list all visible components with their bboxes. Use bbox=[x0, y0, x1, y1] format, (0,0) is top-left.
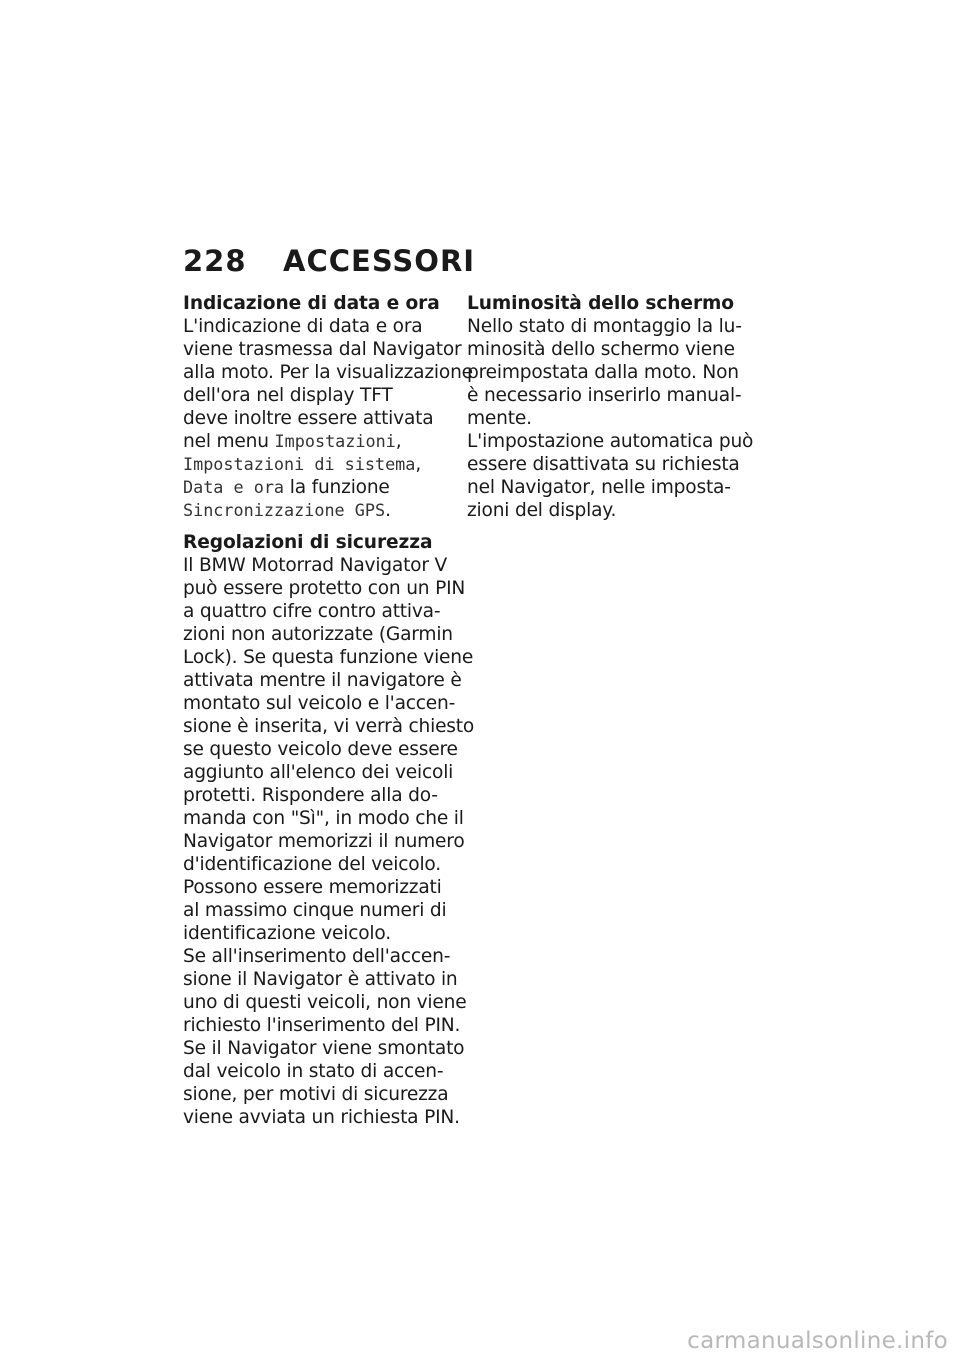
watermark: carmanualsonline.info bbox=[687, 1328, 948, 1354]
text-line: nel Navigator, nelle imposta- bbox=[467, 477, 731, 498]
text-line: zioni del display. bbox=[467, 500, 617, 521]
text-line: d'identificazione del veicolo. bbox=[183, 854, 441, 875]
text-line: preimpostata dalla moto. Non bbox=[467, 362, 739, 383]
menu-item-date-time: Data e ora bbox=[183, 477, 285, 497]
section-title: ACCESSORI bbox=[283, 244, 476, 278]
text-line: Navigator memorizzi il numero bbox=[183, 831, 465, 852]
text-line: essere disattivata su richiesta bbox=[467, 454, 740, 475]
end-punct: . bbox=[385, 500, 391, 521]
text-line: viene trasmessa dal Navigator bbox=[183, 339, 462, 360]
text-line: mente. bbox=[467, 408, 532, 429]
menu-item-system-settings: Impostazioni di sistema bbox=[183, 454, 416, 474]
heading-security: Regolazioni di sicurezza bbox=[183, 532, 433, 553]
menu-path-line-1 bbox=[183, 430, 458, 453]
text-line: minosità dello schermo viene bbox=[467, 339, 735, 360]
menu-item-impostazioni: Impostazioni bbox=[274, 431, 396, 451]
text-line: manda con "Sì", in modo che il bbox=[183, 808, 464, 829]
text-line: dal veicolo in stato di accen- bbox=[183, 1061, 444, 1082]
text-line: zioni non autorizzate (Garmin bbox=[183, 624, 453, 645]
menu-path-line-3 bbox=[183, 476, 458, 499]
function-text: la funzione bbox=[284, 477, 390, 498]
page-header bbox=[183, 244, 475, 278]
text-line: sione, per motivi di sicurezza bbox=[183, 1084, 449, 1105]
brightness-paragraph bbox=[467, 315, 754, 522]
text-line: a quattro cifre contro attiva- bbox=[183, 601, 441, 622]
heading-date-time: Indicazione di data e ora bbox=[183, 293, 440, 314]
security-paragraph bbox=[183, 554, 475, 1129]
page-number: 228 bbox=[183, 244, 247, 278]
text-line: Se il Navigator viene smontato bbox=[183, 1038, 465, 1059]
text-line: Lock). Se questa funzione viene bbox=[183, 647, 474, 668]
right-column bbox=[467, 292, 754, 522]
text-line: Possono essere memorizzati bbox=[183, 877, 442, 898]
text-line: al massimo cinque numeri di bbox=[183, 900, 447, 921]
text-line: sione è inserita, vi verrà chiesto bbox=[183, 716, 475, 737]
text-line: sione il Navigator è attivato in bbox=[183, 969, 458, 990]
menu-prefix: nel menu bbox=[183, 431, 275, 452]
text-line: alla moto. Per la visualizzazione bbox=[183, 362, 473, 383]
text-line: attivata mentre il navigatore è bbox=[183, 670, 462, 691]
left-column bbox=[183, 292, 475, 1129]
text-line: L'indicazione di data e ora bbox=[183, 316, 423, 337]
heading-screen-brightness: Luminosità dello schermo bbox=[467, 293, 734, 314]
menu-item-gps-sync: Sincronizzazione GPS bbox=[183, 500, 386, 520]
date-time-paragraph bbox=[183, 315, 473, 522]
text-line: può essere protetto con un PIN bbox=[183, 578, 466, 599]
text-line: è necessario inserirlo manual- bbox=[467, 385, 742, 406]
separator: , bbox=[395, 431, 402, 452]
text-line: protetti. Rispondere alla do- bbox=[183, 785, 438, 806]
text-line: Se all'inserimento dell'accen- bbox=[183, 946, 451, 967]
text-line: viene avviata un richiesta PIN. bbox=[183, 1107, 460, 1128]
separator: , bbox=[415, 454, 422, 475]
menu-path-line-4 bbox=[183, 499, 458, 522]
text-line: montato sul veicolo e l'accen- bbox=[183, 693, 456, 714]
text-line: L'impostazione automatica può bbox=[467, 431, 754, 452]
menu-path-line-2 bbox=[183, 453, 458, 476]
text-line: aggiunto all'elenco dei veicoli bbox=[183, 762, 454, 783]
text-line: Nello stato di montaggio la lu- bbox=[467, 316, 742, 337]
text-line: dell'ora nel display TFT bbox=[183, 385, 393, 406]
text-line: richiesto l'inserimento del PIN. bbox=[183, 1015, 461, 1036]
text-line: Il BMW Motorrad Navigator V bbox=[183, 555, 448, 576]
text-line: identificazione veicolo. bbox=[183, 923, 391, 944]
text-line: deve inoltre essere attivata bbox=[183, 408, 434, 429]
text-line: se questo veicolo deve essere bbox=[183, 739, 458, 760]
text-line: uno di questi veicoli, non viene bbox=[183, 992, 467, 1013]
